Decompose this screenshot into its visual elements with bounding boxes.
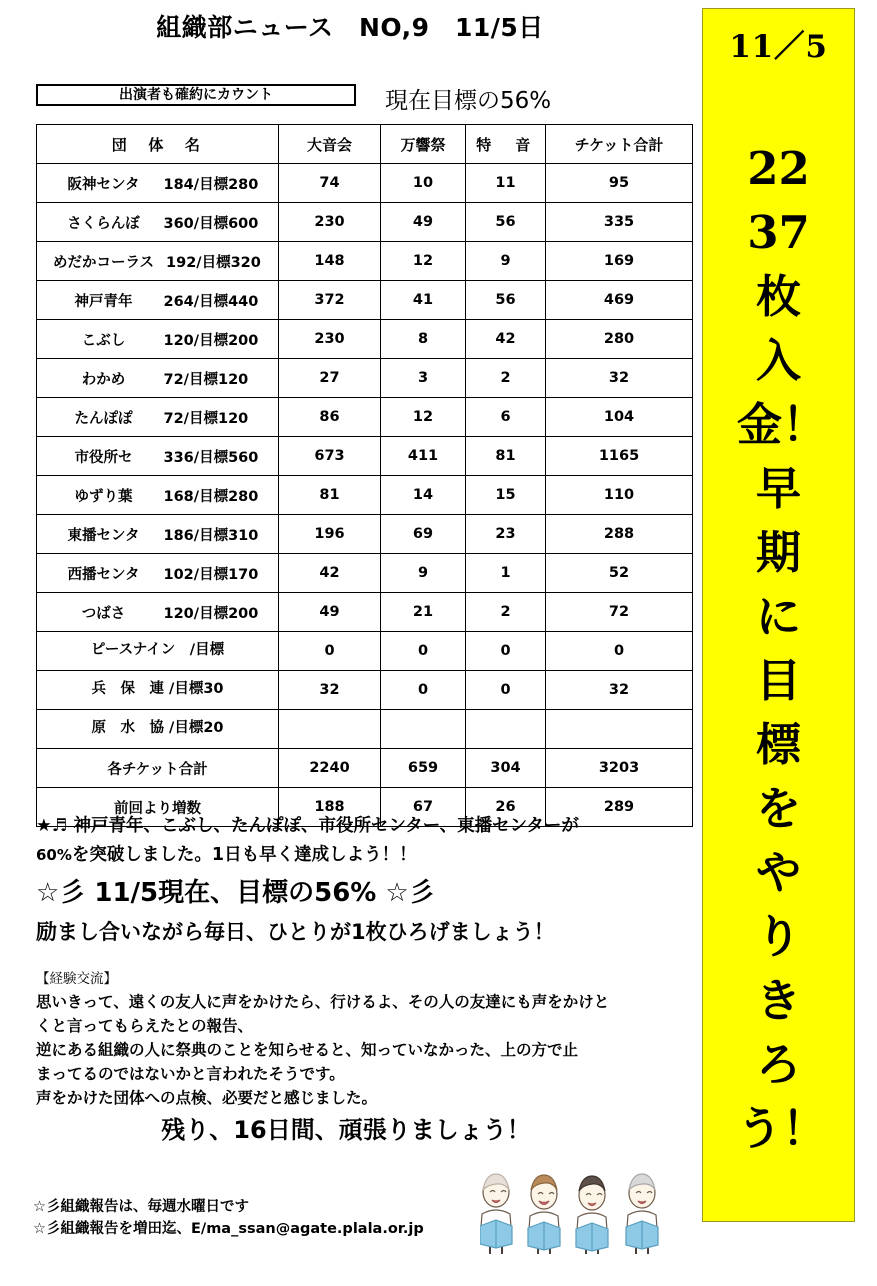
table-row: [37, 515, 693, 554]
table-totals-row: [37, 749, 693, 788]
organization-name: 阪神センタ: [67, 176, 140, 193]
cell-organization: [37, 164, 279, 203]
organization-name: ピースナイン /目標: [90, 642, 225, 658]
cell-daionkai: 74: [279, 164, 381, 203]
organization-name: 西播センタ: [67, 566, 140, 583]
cell-ticket-total: 469: [546, 281, 693, 320]
countdown-message: 残り、16日間、頑張りましょう！: [161, 1116, 531, 1144]
delta-daionkai: 188: [279, 788, 381, 827]
organization-goal: 192/目標320: [166, 254, 261, 271]
cell-daionkai: 372: [279, 281, 381, 320]
cell-organization: [37, 242, 279, 281]
organization-goal: 264/目標440: [163, 293, 259, 310]
table-row: [37, 164, 693, 203]
experience-line: 思いきって、遠くの友人に声をかけたら、行けるよ、その人の友達にも声をかけと: [36, 993, 610, 1011]
organization-goal: 72/目標120: [163, 410, 249, 427]
percent-value: 60%: [36, 846, 72, 864]
delta-label: 前回より増数: [37, 788, 279, 827]
table-row: [37, 359, 693, 398]
cell-daionkai: 230: [279, 320, 381, 359]
cell-bankyosai: 69: [381, 515, 466, 554]
cell-tokuon: 2: [466, 593, 546, 632]
cell-ticket-total: [546, 710, 693, 749]
organization-name: 東播センタ: [67, 527, 140, 544]
encouragement-message: 励まし合いながら毎日、ひとりが1枚ひろげましょう！: [36, 920, 555, 944]
announcement-line-1: ★♬ 神戸青年、こぶし、たんぽぽ、市役所センター、東播センターが: [36, 816, 579, 836]
footer-line-1: ☆彡組織報告は、毎週水曜日です: [33, 1199, 249, 1215]
cell-tokuon: 6: [466, 398, 546, 437]
organization-goal: 184/目標280: [163, 176, 259, 193]
organization-goal: 120/目標200: [163, 605, 259, 622]
cell-bankyosai: 411: [381, 437, 466, 476]
table-row: [37, 632, 693, 671]
cell-bankyosai: 8: [381, 320, 466, 359]
table-row: [37, 320, 693, 359]
table-row: [37, 203, 693, 242]
cell-daionkai: 230: [279, 203, 381, 242]
cell-daionkai: 42: [279, 554, 381, 593]
cell-ticket-total: 52: [546, 554, 693, 593]
cell-bankyosai: 0: [381, 632, 466, 671]
goal-caption: 現在目標の56%: [385, 88, 552, 114]
footer-line-2: ☆彡組織報告を増田迄、E/ma_ssan@agate.plala.or.jp: [33, 1221, 424, 1237]
organization-goal: 72/目標120: [163, 371, 249, 388]
table-row: [37, 437, 693, 476]
totals-daionkai: 2240: [279, 749, 381, 788]
cell-tokuon: 56: [466, 203, 546, 242]
footer-notes: [33, 1196, 503, 1240]
column-header-organization: 団 体 名: [37, 125, 279, 164]
organization-goal: 186/目標310: [163, 527, 259, 544]
cell-ticket-total: 110: [546, 476, 693, 515]
cell-ticket-total: 95: [546, 164, 693, 203]
cell-tokuon: 23: [466, 515, 546, 554]
organization-name: さくらんぼ: [67, 215, 140, 232]
column-header-tokuon: 特 音: [466, 125, 546, 164]
cell-ticket-total: 0: [546, 632, 693, 671]
cell-bankyosai: 41: [381, 281, 466, 320]
totals-label: 各チケット合計: [37, 749, 279, 788]
banner-date: 11／5: [729, 29, 828, 65]
organization-name: つばさ: [81, 605, 126, 622]
table-header-row: [37, 125, 693, 164]
cell-tokuon: 0: [466, 671, 546, 710]
organization-name: 兵 保 連 /目標30: [91, 681, 224, 697]
cell-bankyosai: [381, 710, 466, 749]
announcement-line-2: [36, 841, 696, 870]
cell-tokuon: 42: [466, 320, 546, 359]
cell-tokuon: 11: [466, 164, 546, 203]
cell-bankyosai: 10: [381, 164, 466, 203]
cell-tokuon: 81: [466, 437, 546, 476]
cell-ticket-total: 32: [546, 671, 693, 710]
organization-name: 市役所セ: [74, 449, 133, 466]
totals-total: 3203: [546, 749, 693, 788]
cell-organization: [37, 476, 279, 515]
organization-name: たんぽぽ: [74, 410, 133, 427]
delta-tokuon: 26: [466, 788, 546, 827]
table-row: [37, 593, 693, 632]
table-row: [37, 710, 693, 749]
cell-organization: [37, 203, 279, 242]
delta-total: 289: [546, 788, 693, 827]
table-row: [37, 554, 693, 593]
cell-bankyosai: 14: [381, 476, 466, 515]
totals-tokuon: 304: [466, 749, 546, 788]
cell-tokuon: 2: [466, 359, 546, 398]
cell-tokuon: 56: [466, 281, 546, 320]
cell-tokuon: 9: [466, 242, 546, 281]
cell-organization: [37, 281, 279, 320]
organization-name: 原 水 協 /目標20: [91, 720, 224, 736]
cell-bankyosai: 49: [381, 203, 466, 242]
cell-daionkai: 0: [279, 632, 381, 671]
experience-body: [36, 990, 704, 1110]
table-row: [37, 476, 693, 515]
cell-organization: [37, 593, 279, 632]
chorus-illustration: [480, 1168, 692, 1256]
column-header-ticket-total: チケット合計: [546, 125, 693, 164]
ticket-table: [36, 124, 693, 827]
table-row: [37, 398, 693, 437]
announcement-message: [36, 812, 696, 870]
cell-organization: [37, 398, 279, 437]
note-box: 出演者も確約にカウント: [36, 84, 356, 106]
cell-ticket-total: 335: [546, 203, 693, 242]
cell-organization: [37, 671, 279, 710]
cell-bankyosai: 0: [381, 671, 466, 710]
cell-bankyosai: 12: [381, 398, 466, 437]
delta-bankyosai: 67: [381, 788, 466, 827]
cell-organization: [37, 632, 279, 671]
organization-name: こぶし: [81, 332, 126, 349]
cell-tokuon: [466, 710, 546, 749]
percent-rest: を突破しました。1日も早く達成しよう！！: [71, 845, 417, 865]
progress-headline: ☆彡 11/5現在、目標の56% ☆彡: [36, 878, 435, 908]
cell-daionkai: 81: [279, 476, 381, 515]
table-row: [37, 671, 693, 710]
column-header-bankyosai: 万響祭: [381, 125, 466, 164]
cell-bankyosai: 21: [381, 593, 466, 632]
cell-ticket-total: 280: [546, 320, 693, 359]
chorus-singers-icon: [480, 1168, 692, 1256]
cell-organization: [37, 515, 279, 554]
table-row: [37, 281, 693, 320]
page-title: 組織部ニュース NO,9 11/5日: [156, 13, 544, 42]
column-header-daionkai: 大音会: [279, 125, 381, 164]
table-row: [37, 242, 693, 281]
cell-organization: [37, 554, 279, 593]
cell-organization: [37, 359, 279, 398]
cell-daionkai: 148: [279, 242, 381, 281]
cell-tokuon: 0: [466, 632, 546, 671]
cell-organization: [37, 437, 279, 476]
cell-daionkai: 196: [279, 515, 381, 554]
cell-organization: [37, 710, 279, 749]
cell-ticket-total: 32: [546, 359, 693, 398]
organization-name: わかめ: [81, 371, 126, 388]
organization-goal: 360/目標600: [163, 215, 259, 232]
organization-goal: 120/目標200: [163, 332, 259, 349]
cell-ticket-total: 72: [546, 593, 693, 632]
organization-name: めだかコーラス: [52, 254, 155, 271]
organization-goal: 102/目標170: [163, 566, 259, 583]
yellow-banner: [702, 8, 855, 1222]
organization-name: 神戸青年: [74, 293, 133, 310]
cell-bankyosai: 9: [381, 554, 466, 593]
cell-daionkai: 27: [279, 359, 381, 398]
cell-ticket-total: 104: [546, 398, 693, 437]
cell-tokuon: 1: [466, 554, 546, 593]
cell-daionkai: 673: [279, 437, 381, 476]
experience-line: 逆にある組織の人に祭典のことを知らせると、知っていなかった、上の方で止: [36, 1041, 579, 1059]
experience-line: まってるのではないかと言われたそうです。: [36, 1065, 345, 1083]
cell-daionkai: 32: [279, 671, 381, 710]
banner-vertical-slogan: 2237枚入金！早期に目標をやりきろう！: [737, 142, 828, 1155]
cell-tokuon: 15: [466, 476, 546, 515]
totals-bankyosai: 659: [381, 749, 466, 788]
organization-name: ゆずり葉: [74, 488, 133, 505]
cell-bankyosai: 12: [381, 242, 466, 281]
experience-line: 声をかけた団体への点検、必要だと感じました。: [36, 1089, 378, 1107]
cell-organization: [37, 320, 279, 359]
cell-daionkai: 86: [279, 398, 381, 437]
experience-line: くと言ってもらえたとの報告、: [36, 1017, 254, 1035]
cell-bankyosai: 3: [381, 359, 466, 398]
cell-daionkai: 49: [279, 593, 381, 632]
experience-section: [36, 968, 704, 1110]
organization-goal: 168/目標280: [163, 488, 259, 505]
experience-heading: 【経験交流】: [36, 971, 117, 987]
cell-daionkai: [279, 710, 381, 749]
organization-goal: 336/目標560: [163, 449, 259, 466]
cell-ticket-total: 288: [546, 515, 693, 554]
cell-ticket-total: 169: [546, 242, 693, 281]
cell-ticket-total: 1165: [546, 437, 693, 476]
